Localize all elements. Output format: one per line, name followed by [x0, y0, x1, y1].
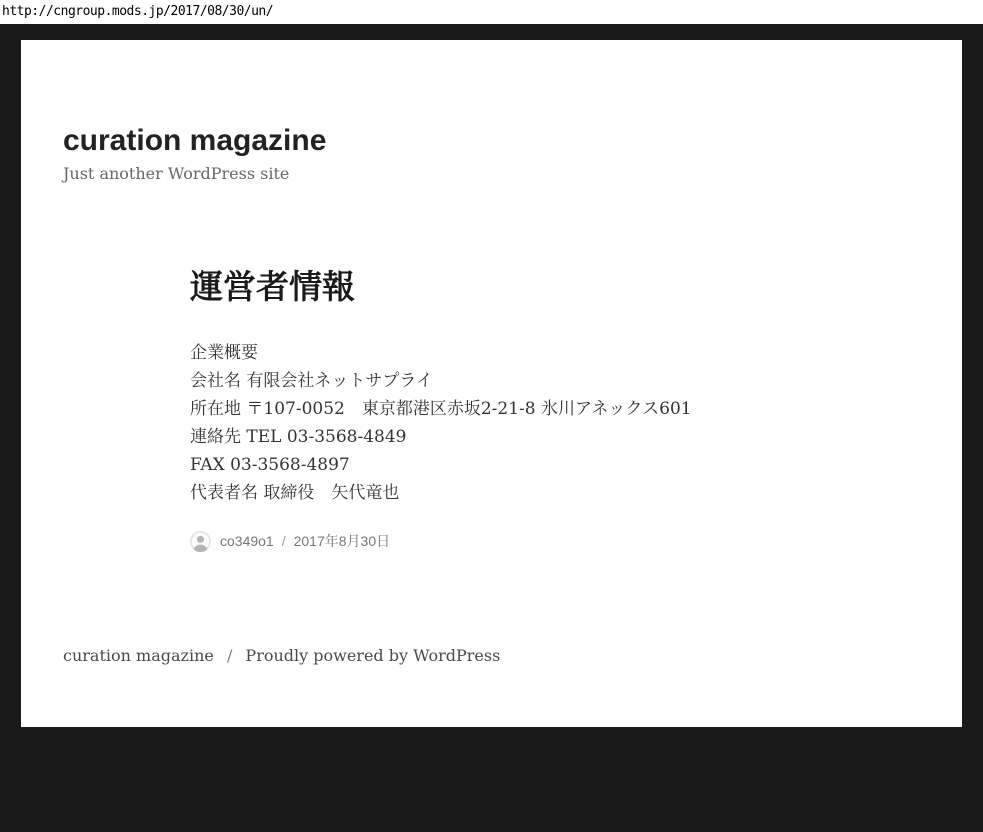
post-title: 運営者情報: [190, 268, 355, 305]
black-frame: [0, 24, 983, 832]
content-line: FAX 03-3568-4897: [190, 454, 350, 475]
post-content: [190, 339, 962, 507]
address-bar[interactable]: [0, 0, 983, 24]
post-meta: [190, 531, 962, 552]
site-tagline: Just another WordPress site: [63, 164, 290, 183]
person-icon: [190, 531, 211, 552]
site-footer: [21, 646, 962, 665]
footer-site-link[interactable]: curation magazine: [63, 645, 214, 665]
content-line: 会社名 有限会社ネットサプライ: [190, 370, 433, 391]
webpage: [21, 40, 962, 727]
author-name-link[interactable]: co349o1: [220, 533, 274, 550]
site-title-link[interactable]: curation magazine: [63, 124, 327, 157]
meta-separator: /: [281, 533, 286, 550]
post-date-link[interactable]: 2017年8月30日: [293, 533, 391, 550]
powered-by-link[interactable]: Proudly powered by WordPress: [245, 645, 501, 665]
content-line: 企業概要: [190, 342, 258, 363]
footer-separator: /: [226, 645, 233, 665]
author-avatar[interactable]: [190, 531, 211, 552]
content-line: 連絡先 TEL 03-3568-4849: [190, 426, 407, 447]
post-article: [190, 267, 962, 552]
content-line: 所在地 〒107-0052 東京都港区赤坂2-21-8 氷川アネックス601: [190, 398, 692, 419]
content-line: 代表者名 取締役 矢代竜也: [190, 482, 400, 503]
address-url: http://cngroup.mods.jp/2017/08/30/un/: [2, 4, 274, 19]
site-header: [21, 40, 962, 183]
